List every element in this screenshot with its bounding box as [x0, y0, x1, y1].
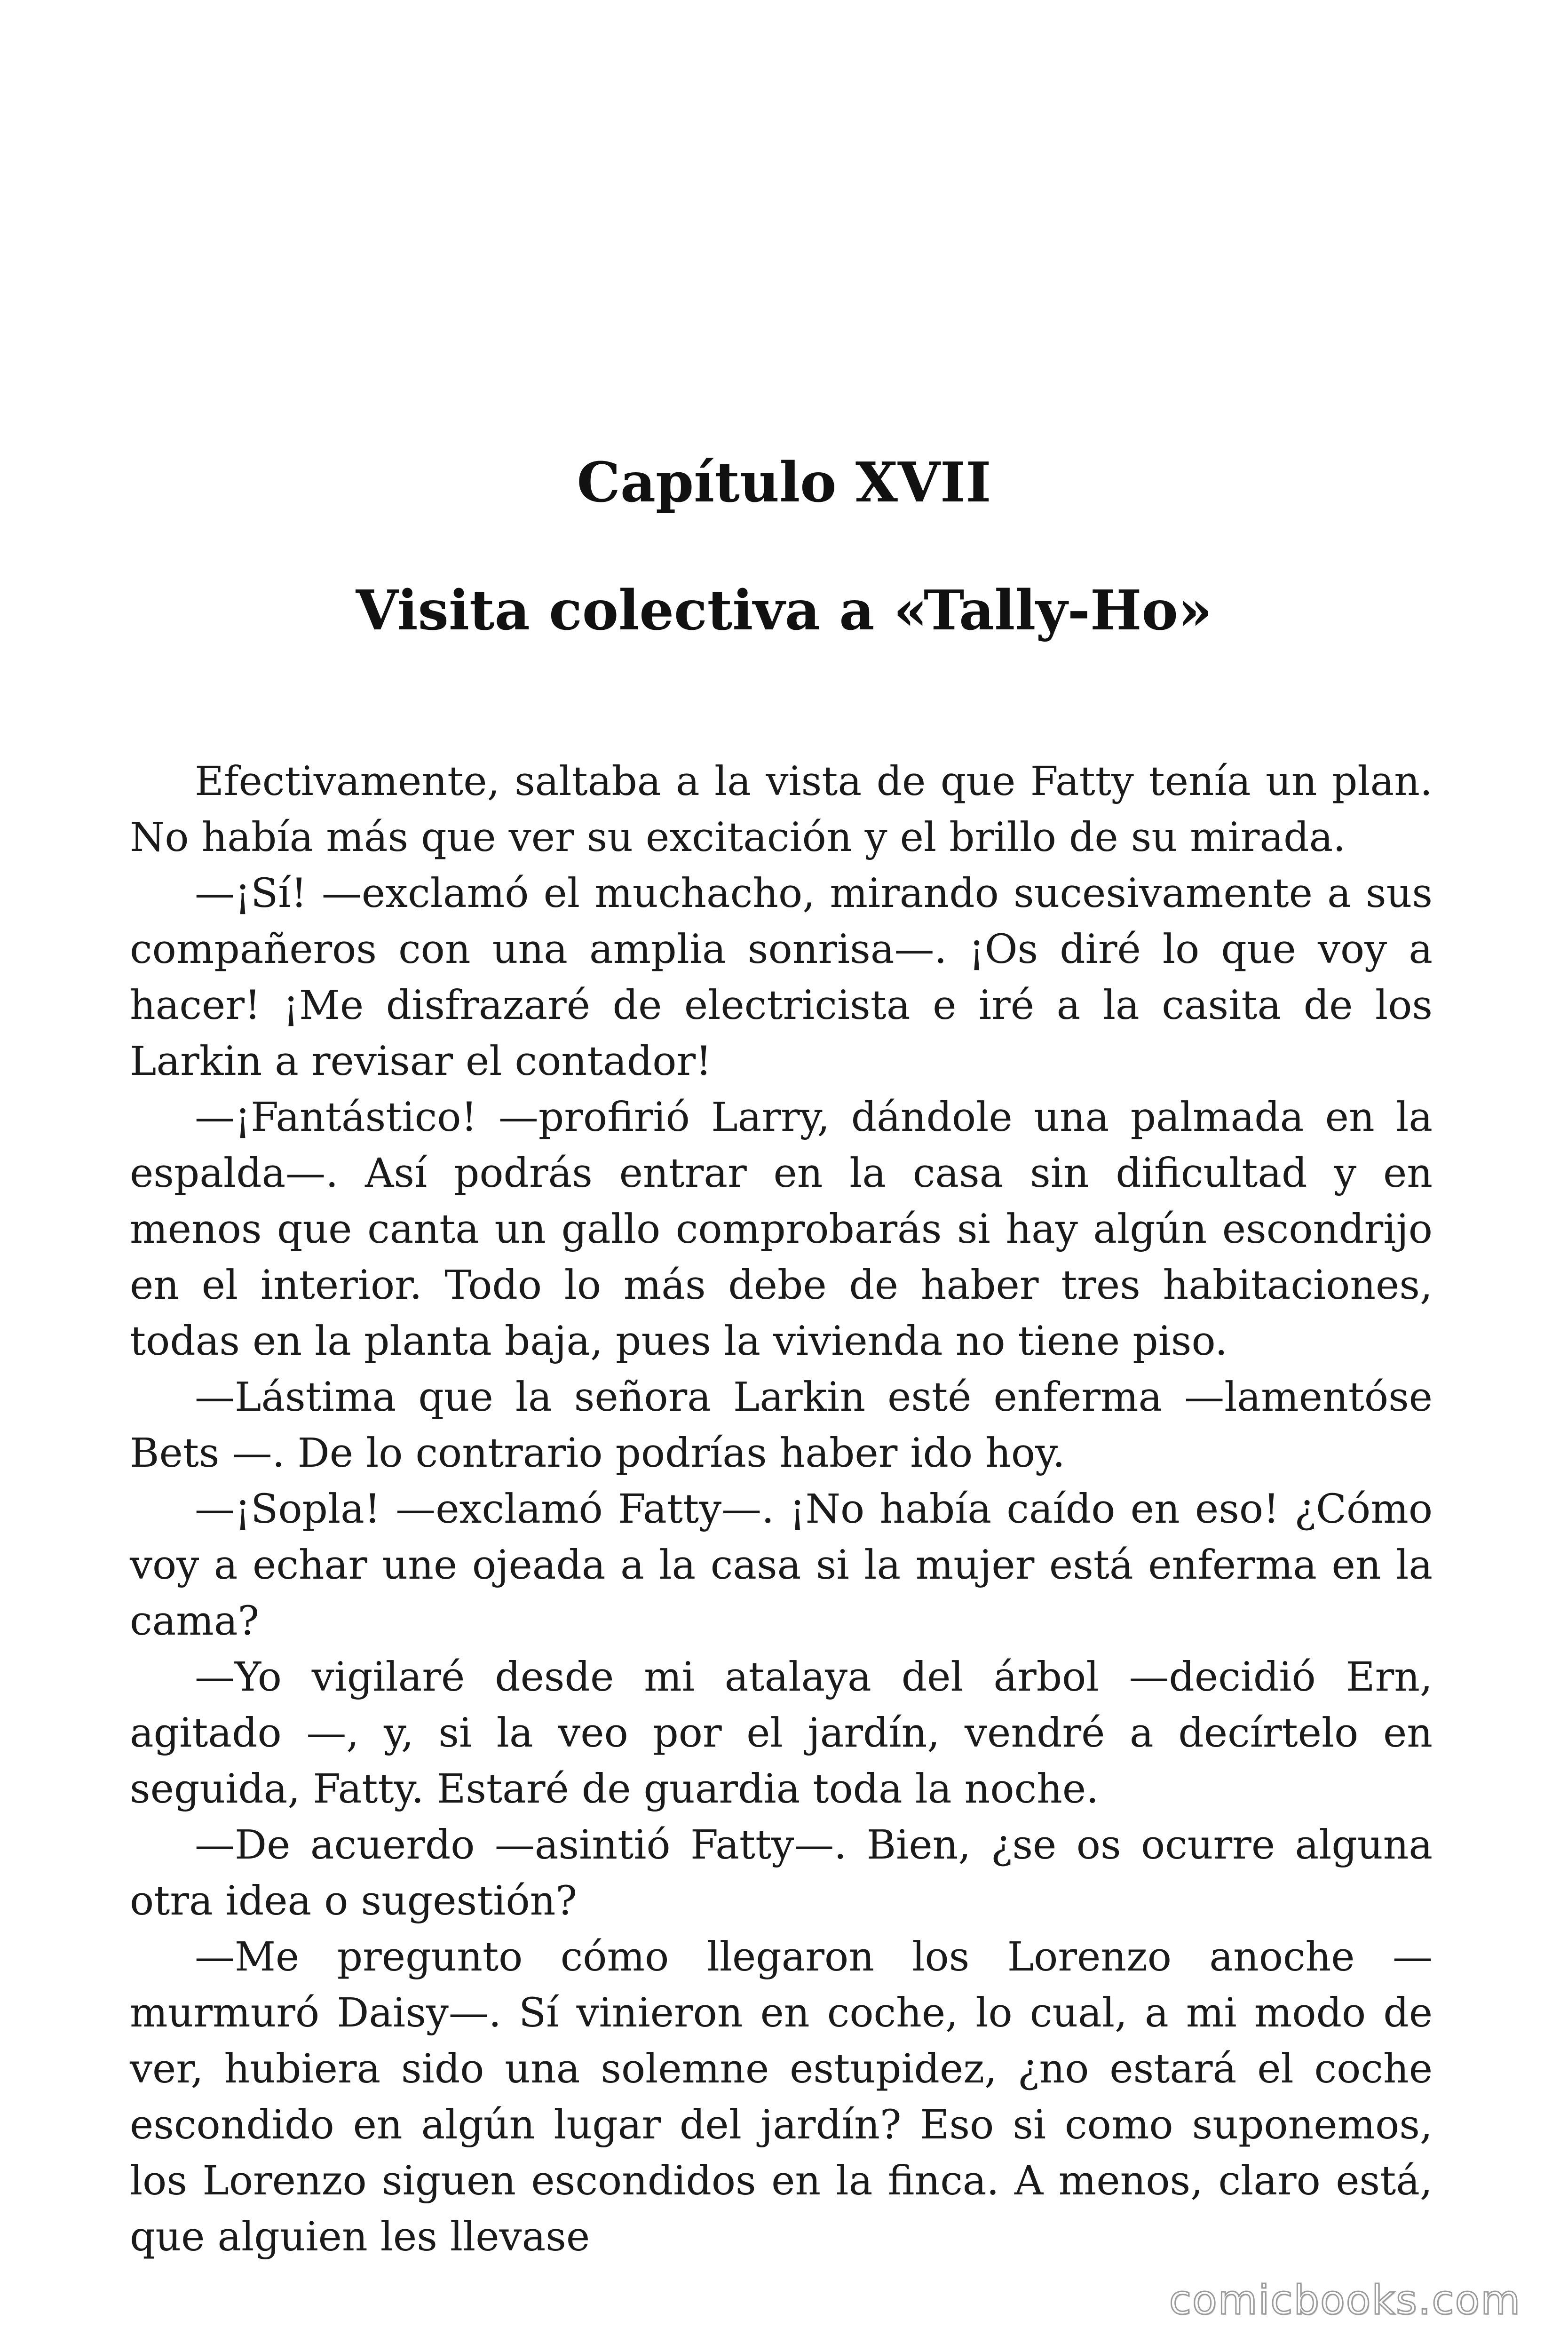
paragraph: —Lástima que la señora Larkin esté enferma —lamentóse Bets —. De lo contrario podrías haber ido hoy.	[130, 1374, 1433, 1477]
paragraph: Efectivamente, saltaba a la vista de que Fatty tenía un plan. No había más que ver su excitación y el brillo de su mirada.	[130, 758, 1433, 861]
chapter-body	[130, 754, 1433, 2265]
paragraph: —Yo vigilaré desde mi atalaya del árbol —decidió Ern, agitado —, y, si la veo por el jardín, vendré a decírtelo en seguida, Fatty. Estaré de guardia toda la noche.	[130, 1654, 1433, 1812]
watermark: comicbooks.com	[1169, 2277, 1521, 2324]
paragraph: —¡Sí! —exclamó el muchacho, mirando sucesivamente a sus compañeros con una amplia sonrisa—. ¡Os diré lo que voy a hacer! ¡Me disfrazaré de electricista e iré a la casita de los Larkin a revisar el contador!	[130, 870, 1433, 1085]
paragraph: —¡Sopla! —exclamó Fatty—. ¡No había caído en eso! ¿Cómo voy a echar une ojeada a la casa si la mujer está enferma en la cama?	[130, 1486, 1433, 1645]
paragraph: —Me pregunto cómo llegaron los Lorenzo anoche —murmuró Daisy—. Sí vinieron en coche, lo cual, a mi modo de ver, hubiera sido una solemne estupidez, ¿no estará el coche escondido en algún lugar del jardín? Eso si como suponemos, los Lorenzo siguen escondidos en la finca. A menos, claro está, que alguien les llevase	[130, 1934, 1433, 2260]
paragraph: —¡Fantástico! —profirió Larry, dándole una palmada en la espalda—. Así podrás entrar en la casa sin dificultad y en menos que canta un gallo comprobarás si hay algún escondrijo en el interior. Todo lo más debe de haber tres habitaciones, todas en la planta baja, pues la vivienda no tiene piso.	[130, 1094, 1433, 1365]
chapter-number: Capítulo XVII	[577, 451, 991, 515]
paragraph: —De acuerdo —asintió Fatty—. Bien, ¿se os ocurre alguna otra idea o sugestión?	[130, 1822, 1433, 1924]
chapter-title: Visita colectiva a «Tally-Ho»	[356, 579, 1212, 643]
